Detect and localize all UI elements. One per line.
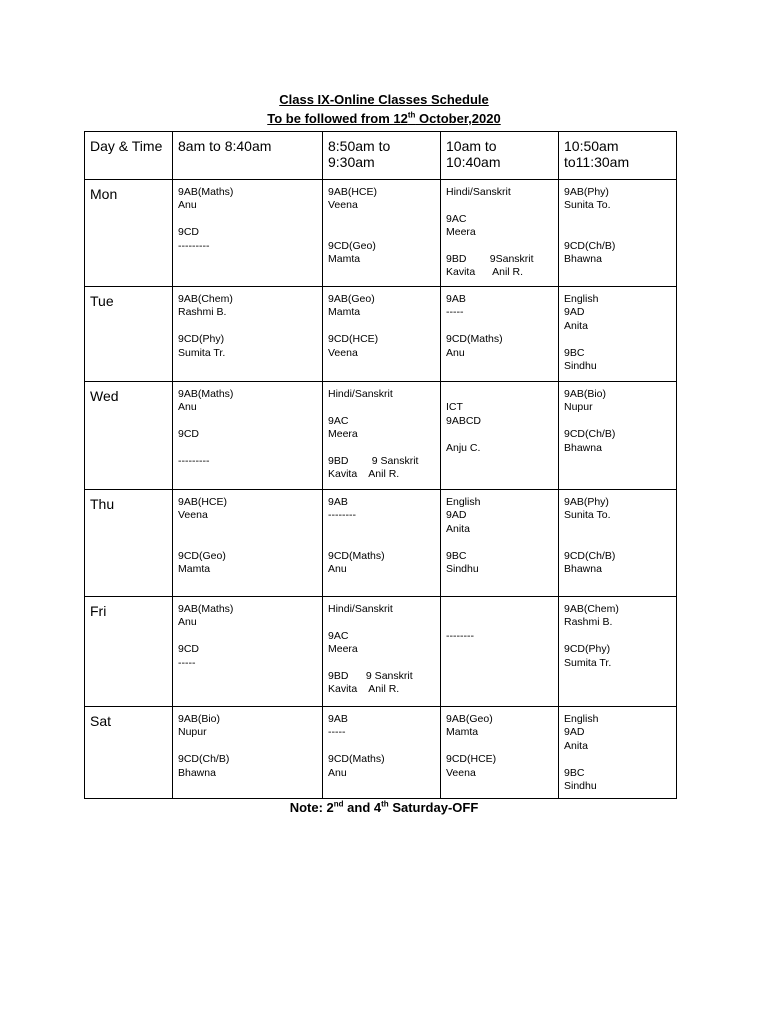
schedule-cell <box>441 707 559 799</box>
cell-line <box>446 199 553 212</box>
schedule-cell <box>559 180 677 287</box>
cell-line: Mamta <box>328 252 361 265</box>
cell-line: 9CD(Phy) <box>564 643 611 656</box>
day-label: Fri <box>85 597 173 707</box>
cell-line: Sunita To. <box>564 199 611 212</box>
cell-line: 9BC <box>564 766 585 779</box>
cell-line: 9AD <box>564 726 585 739</box>
cell-line: English <box>564 713 599 725</box>
cell-line <box>446 603 553 616</box>
cell-line: Veena <box>328 199 358 212</box>
cell-line: Anu <box>178 401 197 414</box>
cell-line: Mamta <box>446 726 479 739</box>
schedule-cell <box>323 287 441 382</box>
cell-line: 9CD(Ch/B) <box>564 428 616 441</box>
cell-line: 9AB(Maths) <box>178 186 234 198</box>
cell-line <box>446 388 553 401</box>
cell-line: Mamta <box>328 306 361 319</box>
cell-line: 9AD <box>564 306 585 319</box>
schedule-cell <box>559 707 677 799</box>
cell-line: Rashmi B. <box>564 616 613 629</box>
cell-line: ----- <box>328 726 346 739</box>
cell-line: Kavita Anil R. <box>328 468 400 481</box>
cell-line <box>328 657 435 670</box>
cell-line: 9CD(Ch/B) <box>178 753 230 766</box>
cell-line: Meera <box>446 226 476 239</box>
schedule-row-mon <box>85 180 677 287</box>
cell-line <box>564 630 671 643</box>
cell-line: 9CD <box>178 226 200 239</box>
cell-line <box>178 442 317 455</box>
cell-line: Anu <box>328 562 347 575</box>
cell-line: 9BD 9 Sanskrit <box>328 454 419 467</box>
header-row <box>85 132 677 180</box>
schedule-cell <box>441 180 559 287</box>
cell-line: 9BC <box>564 346 585 359</box>
cell-line: 9BC <box>446 549 467 562</box>
cell-line: 9CD(Geo) <box>178 549 226 562</box>
cell-line: Veena <box>328 346 358 359</box>
cell-line: 9BD 9 Sanskrit <box>328 669 413 682</box>
cell-line: 9AB(Phy) <box>564 186 609 198</box>
cell-line <box>446 536 553 549</box>
cell-line: 9CD(Maths) <box>328 549 385 562</box>
schedule-cell <box>559 490 677 597</box>
schedule-cell <box>323 180 441 287</box>
cell-line: 9CD <box>178 643 200 656</box>
cell-line <box>446 240 553 253</box>
schedule-row-sat <box>85 707 677 799</box>
cell-line: 9AB(Chem) <box>178 293 233 305</box>
cell-line <box>564 415 671 428</box>
cell-line: Anu <box>178 616 197 629</box>
cell-line: Hindi/Sanskrit <box>328 388 393 400</box>
saturday-note: Note: 2nd and 4th Saturday-OFF <box>289 799 479 815</box>
cell-line: 9CD(Maths) <box>328 753 385 766</box>
cell-line: 9CD(Maths) <box>446 333 503 346</box>
cell-line <box>328 740 435 753</box>
schedule-cell <box>173 597 323 707</box>
schedule-row-wed <box>85 382 677 490</box>
cell-line: Kavita Anil R. <box>328 683 400 696</box>
cell-line: Hindi/Sanskrit <box>328 603 393 615</box>
cell-line: 9AB(Maths) <box>178 603 234 615</box>
cell-line <box>178 213 317 226</box>
header-slot-2: 8:50am to 9:30am <box>323 132 441 180</box>
cell-line: -------- <box>328 509 356 522</box>
cell-line <box>564 333 671 346</box>
cell-line: Anju C. <box>446 441 481 454</box>
cell-line: Anita <box>564 319 588 332</box>
cell-line: Sumita Tr. <box>564 656 612 669</box>
header-slot-3: 10am to 10:40am <box>441 132 559 180</box>
cell-line: Anu <box>178 199 197 212</box>
cell-line: Nupur <box>564 401 593 414</box>
cell-line: Bhawna <box>564 562 602 575</box>
schedule-cell <box>173 382 323 490</box>
cell-line: Sindhu <box>564 359 597 372</box>
cell-line: 9CD(HCE) <box>446 753 497 766</box>
cell-line: Mamta <box>178 562 211 575</box>
cell-line: Nupur <box>178 726 207 739</box>
schedule-row-thu <box>85 490 677 597</box>
schedule-row-tue <box>85 287 677 382</box>
cell-line <box>328 442 435 455</box>
schedule-cell <box>441 287 559 382</box>
day-label: Tue <box>85 287 173 382</box>
cell-line <box>178 320 317 333</box>
cell-line: 9CD(Ch/B) <box>564 239 616 252</box>
cell-line: 9AB(HCE) <box>178 496 228 508</box>
cell-line <box>328 523 435 536</box>
cell-line: 9AB(Geo) <box>446 713 493 725</box>
cell-line: ICT <box>446 401 463 414</box>
cell-line <box>564 753 671 766</box>
cell-line: 9AC <box>328 414 349 427</box>
schedule-cell <box>323 490 441 597</box>
cell-line: 9AC <box>328 629 349 642</box>
cell-line: Veena <box>446 766 476 779</box>
cell-line: Bhawna <box>564 252 602 265</box>
cell-line: Sindhu <box>446 562 479 575</box>
schedule-cell <box>559 597 677 707</box>
schedule-cell <box>173 180 323 287</box>
cell-line: 9AB(Phy) <box>564 496 609 508</box>
cell-line: Anu <box>446 346 465 359</box>
cell-line: 9ABCD <box>446 414 482 427</box>
cell-line: 9AB(HCE) <box>328 186 378 198</box>
cell-line <box>178 740 317 753</box>
cell-line <box>328 616 435 629</box>
schedule-table <box>84 131 677 799</box>
cell-line: 9CD(Phy) <box>178 333 225 346</box>
cell-line: 9AC <box>446 212 467 225</box>
cell-line: 9AB(Chem) <box>564 603 619 615</box>
cell-line: Rashmi B. <box>178 306 227 319</box>
schedule-cell <box>323 707 441 799</box>
cell-line: Anita <box>446 522 470 535</box>
cell-line <box>446 428 553 441</box>
cell-line <box>328 226 435 239</box>
header-slot-4: 10:50am to11:30am <box>559 132 677 180</box>
cell-line <box>564 523 671 536</box>
cell-line: Meera <box>328 643 358 656</box>
schedule-cell <box>173 707 323 799</box>
schedule-cell <box>323 382 441 490</box>
cell-line <box>328 401 435 414</box>
schedule-cell <box>559 287 677 382</box>
cell-line <box>564 213 671 226</box>
cell-line: 9CD(Ch/B) <box>564 549 616 562</box>
cell-line: Sindhu <box>564 779 597 792</box>
cell-line: Anu <box>328 766 347 779</box>
cell-line: 9AB(Maths) <box>178 388 234 400</box>
cell-line: Anita <box>564 739 588 752</box>
cell-line: Kavita Anil R. <box>446 266 524 279</box>
header-day-time: Day & Time <box>85 132 173 180</box>
cell-line <box>328 536 435 549</box>
day-label: Thu <box>85 490 173 597</box>
schedule-row-fri <box>85 597 677 707</box>
cell-line <box>178 523 317 536</box>
schedule-subtitle: To be followed from 12th October,2020 <box>267 110 501 126</box>
cell-line: --------- <box>178 239 210 252</box>
cell-line: 9AB <box>328 496 348 508</box>
cell-line <box>178 536 317 549</box>
cell-line: English <box>564 293 599 305</box>
cell-line: Veena <box>178 509 208 522</box>
cell-line: Sunita To. <box>564 509 611 522</box>
day-label: Mon <box>85 180 173 287</box>
cell-line: 9AD <box>446 509 467 522</box>
schedule-cell <box>173 287 323 382</box>
cell-line: ----- <box>178 656 196 669</box>
cell-line: Bhawna <box>564 441 602 454</box>
cell-line: 9AB <box>446 293 466 305</box>
schedule-cell <box>441 490 559 597</box>
day-label: Sat <box>85 707 173 799</box>
cell-line <box>564 226 671 239</box>
cell-line: 9AB(Geo) <box>328 293 375 305</box>
cell-line <box>178 630 317 643</box>
schedule-title: Class IX-Online Classes Schedule <box>279 92 489 107</box>
schedule-cell <box>441 382 559 490</box>
cell-line <box>328 320 435 333</box>
cell-line: 9BD 9Sanskrit <box>446 252 534 265</box>
schedule-cell <box>173 490 323 597</box>
cell-line: English <box>446 496 481 508</box>
cell-line: 9CD <box>178 428 200 441</box>
cell-line: --------- <box>178 454 210 467</box>
cell-line: Hindi/Sanskrit <box>446 186 511 198</box>
cell-line: -------- <box>446 629 474 642</box>
cell-line: 9AB <box>328 713 348 725</box>
cell-line: 9AB(Bio) <box>178 713 221 725</box>
schedule-cell <box>559 382 677 490</box>
cell-line: Meera <box>328 428 358 441</box>
header-slot-1: 8am to 8:40am <box>173 132 323 180</box>
cell-line: 9AB(Bio) <box>564 388 607 400</box>
schedule-cell <box>441 597 559 707</box>
day-label: Wed <box>85 382 173 490</box>
cell-line <box>446 740 553 753</box>
cell-line <box>446 320 553 333</box>
cell-line <box>178 415 317 428</box>
schedule-cell <box>323 597 441 707</box>
cell-line: Sumita Tr. <box>178 346 226 359</box>
cell-line <box>564 536 671 549</box>
cell-line: 9CD(HCE) <box>328 333 379 346</box>
cell-line: Bhawna <box>178 766 216 779</box>
cell-line: 9CD(Geo) <box>328 239 376 252</box>
cell-line <box>328 213 435 226</box>
cell-line: ----- <box>446 306 464 319</box>
cell-line <box>446 616 553 629</box>
